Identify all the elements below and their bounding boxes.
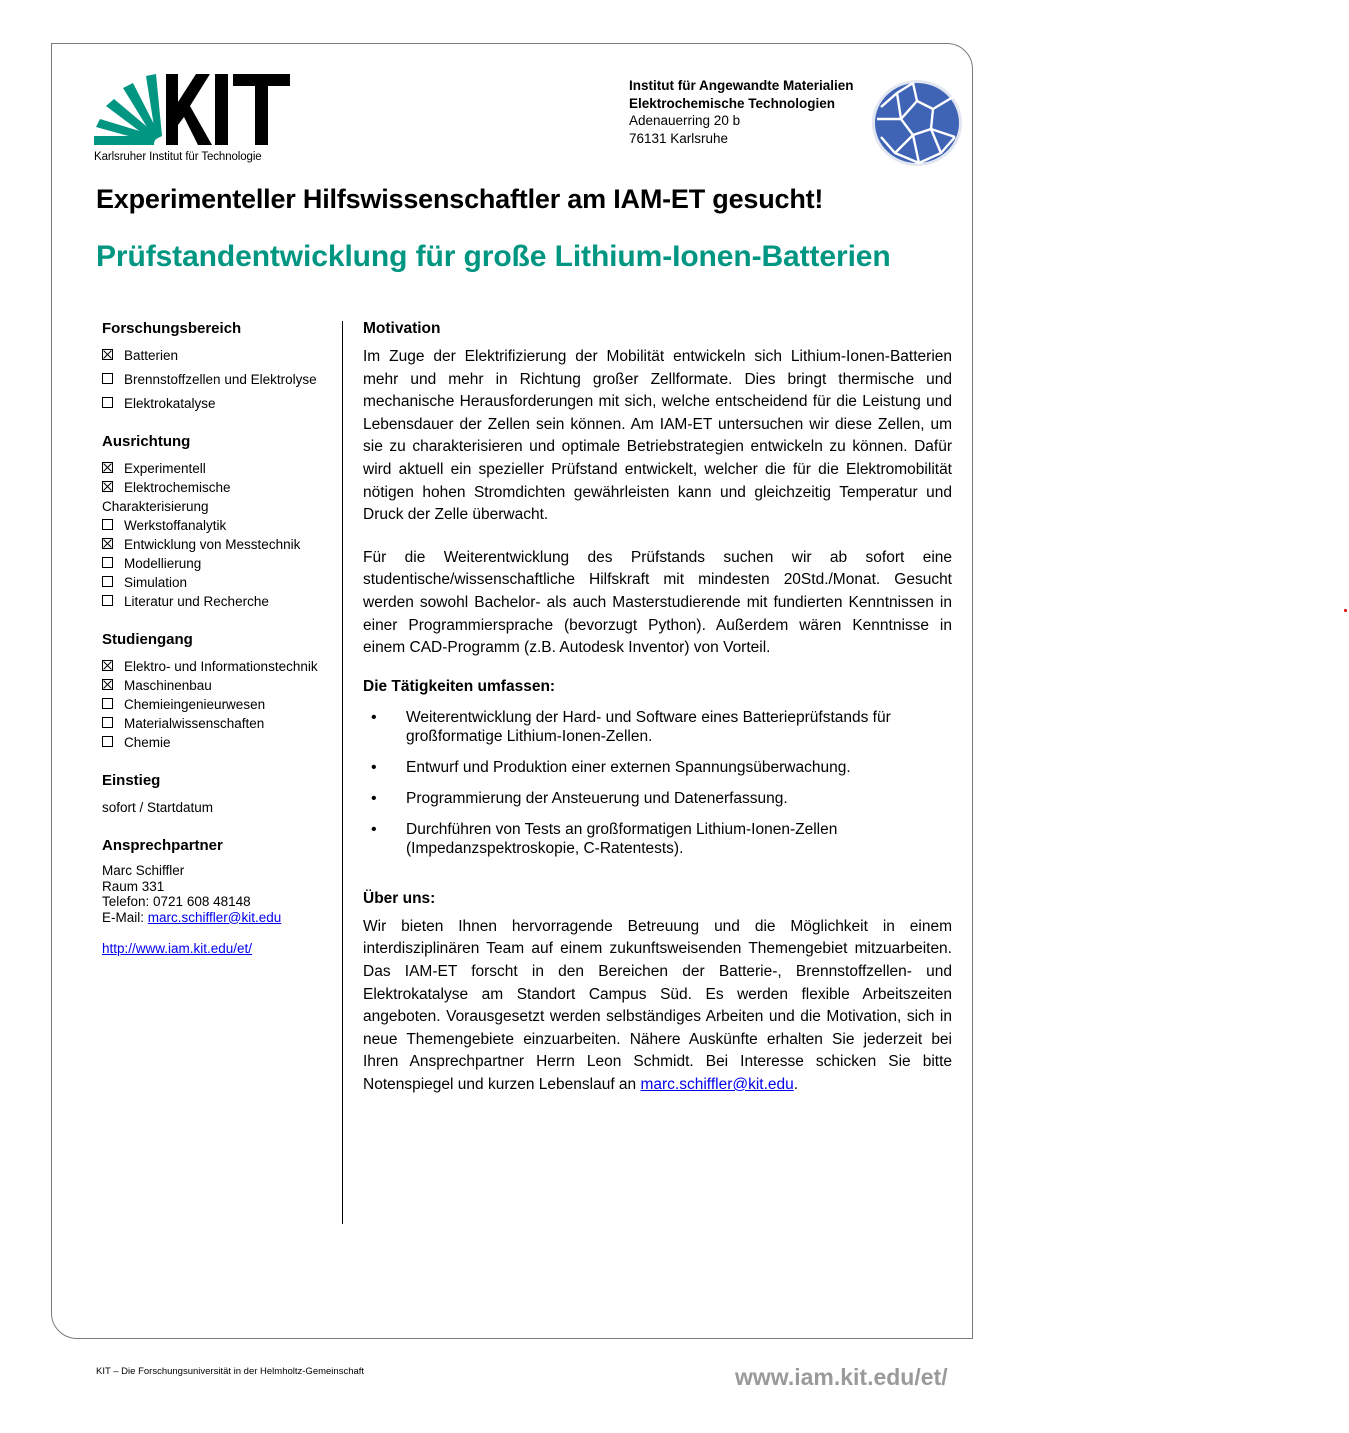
checked-box-icon — [102, 481, 113, 492]
checked-box-icon — [102, 660, 113, 671]
footer-tagline: KIT – Die Forschungsuniversität in der Helmholtz-Gemeinschaft — [96, 1366, 365, 1377]
contact-phone: Telefon: 0721 608 48148 — [102, 894, 251, 909]
checkbox-elektrotechnik — [102, 657, 338, 676]
kit-logo-fan — [94, 74, 162, 145]
checkbox-label: Simulation — [124, 575, 188, 590]
column-divider — [342, 321, 343, 1224]
checkbox-label: Brennstoffzellen und Elektrolyse — [124, 372, 317, 387]
checkbox-label: Literatur und Recherche — [124, 594, 269, 609]
checkbox-label-continuation: Charakterisierung — [102, 499, 209, 514]
checkbox-batterien — [102, 346, 338, 365]
checkbox-experimentell — [102, 459, 338, 478]
contact-email-link[interactable]: marc.schiffler@kit.edu — [147, 909, 282, 925]
section-heading: Ansprechpartner — [102, 837, 223, 854]
red-dot-marker — [1344, 609, 1347, 612]
list-item: • Programmierung der Ansteuerung und Datenerfassung. — [363, 789, 952, 808]
einstieg-text: sofort / Startdatum — [102, 800, 214, 815]
unchecked-box-icon — [102, 717, 113, 728]
contact-email-prefix: E-Mail: — [102, 909, 148, 925]
website-link[interactable]: http://www.iam.kit.edu/et/ — [102, 941, 253, 956]
checkbox-materialwissenschaften — [102, 714, 338, 733]
checkbox-label: Elektrokatalyse — [124, 396, 216, 411]
about-paragraph — [363, 916, 952, 1097]
unchecked-box-icon — [102, 698, 113, 709]
checkbox-label: Elektrochemische — [124, 480, 231, 495]
about-end: . — [793, 1075, 799, 1093]
unchecked-box-icon — [102, 519, 113, 530]
institute-address — [629, 77, 854, 147]
checkbox-label: Materialwissenschaften — [124, 716, 265, 731]
unchecked-box-icon — [102, 373, 113, 384]
motivation-paragraph-2: Für die Weiterentwicklung des Prüfstands suchen wir ab sofort eine studentische/wissenschaftliche Hilfskraft mit mindesten 20Std./Monat. Gesucht werden sowohl Bachelor- als auch Masterstudierende mit fundierten Kenntnissen in einer Programmiersprache (bevorzugt Python). Außerdem wären Kenntnisse in einem CAD-Programm (z.B. Autodesk Inventor) von Vorteil. — [363, 548, 952, 657]
checkbox-label: Batterien — [124, 348, 179, 363]
checkbox-label: Maschinenbau — [124, 678, 212, 693]
about-email-link[interactable]: marc.schiffler@kit.edu — [640, 1075, 794, 1093]
unchecked-box-icon — [102, 576, 113, 587]
motivation-paragraph-1: Im Zuge der Elektrifizierung der Mobilität entwickeln sich Lithium-Ionen-Batterien mehr und mehr in Richtung großer Zellformate. Dies bringt thermische und mechanische Herausforderungen mit sich, welche entscheidend für die Leistung und Lebensdauer der Zellen sein können. Am IAM-ET untersuchen wir diese Zellen, um sie zu charakterisieren und optimale Betriebstrategien entwickeln zu können. Dafür wird aktuell ein spezieller Prüfstand entwickelt, welcher die für die Elektromobilität nötigen hohen Stromdichten gewährleisten kann und gleichzeitig Temperatur und Druck der Zelle überwacht. — [363, 348, 952, 524]
checkbox-werkstoffanalytik — [102, 516, 338, 535]
tasks-heading: Die Tätigkeiten umfassen: — [363, 677, 556, 695]
unchecked-box-icon — [102, 736, 113, 747]
page-title: Experimenteller Hilfswissenschaftler am IAM-ET gesucht! — [96, 184, 824, 214]
checkbox-label: Elektro- und Informationstechnik — [124, 659, 318, 674]
website-line — [102, 941, 338, 957]
contact-room: Raum 331 — [102, 878, 165, 894]
footer-url: www.iam.kit.edu/et/ — [735, 1364, 948, 1390]
unchecked-box-icon — [102, 397, 113, 408]
checkbox-label: Chemie — [124, 735, 171, 750]
section-forschungsbereich — [102, 320, 338, 413]
checkbox-messtechnik — [102, 535, 338, 554]
institute-emblem-icon — [871, 79, 963, 167]
section-studiengang — [102, 631, 338, 752]
checked-box-icon — [102, 349, 113, 360]
checkbox-elektrokatalyse — [102, 394, 338, 413]
checkbox-brennstoffzellen — [102, 370, 338, 389]
list-item: • Weiterentwicklung der Hard- und Software eines Batterieprüfstands für großformatige Lithium-Ionen-Zellen. — [363, 708, 952, 746]
unchecked-box-icon — [102, 595, 113, 606]
address-city: 76131 Karlsruhe — [629, 130, 729, 146]
section-ausrichtung — [102, 433, 338, 611]
sidebar — [102, 320, 338, 977]
checked-box-icon — [102, 462, 113, 473]
contact-name: Marc Schiffler — [102, 863, 185, 878]
checked-box-icon — [102, 538, 113, 549]
main-content — [363, 320, 952, 1096]
checked-box-icon — [102, 679, 113, 690]
section-heading: Forschungsbereich — [102, 320, 242, 337]
checkbox-label: Entwicklung von Messtechnik — [124, 537, 301, 552]
checkbox-literatur — [102, 592, 338, 611]
about-text: Wir bieten Ihnen hervorragende Betreuung und die Möglichkeit in einem interdisziplinären Team auf einem zukunftsweisenden Themengebiet mitzuarbeiten. Das IAM-ET forscht in den Bereichen der Batterie-, Brennstoffzellen- und Elektrokatalyse am Standort Campus Süd. Es werden flexible Arbeitszeiten angeboten. Vorausgesetzt werden selbständiges Arbeiten und die Motivation, sich in neue Themengebiete einzuarbeiten. Nähere Auskünfte erhalten Sie jederzeit bei Ihren Ansprechpartner Herrn Leon Schmidt. Bei Interesse schicken Sie bitte Notenspiegel und kurzen Lebenslauf an — [363, 917, 952, 1093]
about-heading: Über uns: — [363, 889, 436, 907]
checkbox-chemieingenieurwesen — [102, 695, 338, 714]
checkbox-label: Modellierung — [124, 556, 202, 571]
checkbox-label: Experimentell — [124, 461, 206, 476]
tasks-list — [363, 708, 952, 858]
checkbox-label: Chemieingenieurwesen — [124, 697, 266, 712]
checkbox-label: Werkstoffanalytik — [124, 518, 227, 533]
section-ansprechpartner — [102, 837, 338, 957]
institute-department: Elektrochemische Technologien — [629, 95, 836, 111]
address-street: Adenauerring 20 b — [629, 113, 741, 128]
section-heading: Studiengang — [102, 631, 193, 648]
unchecked-box-icon — [102, 557, 113, 568]
section-heading: Einstieg — [102, 772, 161, 789]
contact-email-line — [102, 910, 338, 926]
checkbox-modellierung — [102, 554, 338, 573]
section-einstieg — [102, 772, 338, 817]
checkbox-maschinenbau — [102, 676, 338, 695]
checkbox-simulation — [102, 573, 338, 592]
kit-logo-letters — [166, 74, 290, 145]
section-heading: Ausrichtung — [102, 433, 191, 450]
checkbox-chemie — [102, 733, 338, 752]
logo-caption: Karlsruher Institut für Technologie — [94, 151, 262, 163]
list-item: • Durchführen von Tests an großformatigen Lithium-Ionen-Zellen (Impedanzspektroskopie, C-Ratentests). — [363, 820, 952, 858]
checkbox-elektrochemische — [102, 478, 338, 497]
page-subtitle: Prüfstandentwicklung für große Lithium-Ionen-Batterien — [96, 240, 891, 273]
motivation-heading: Motivation — [363, 320, 441, 337]
institute-name: Institut für Angewandte Materialien — [629, 78, 854, 93]
list-item: • Entwurf und Produktion einer externen Spannungsüberwachung. — [363, 758, 952, 777]
